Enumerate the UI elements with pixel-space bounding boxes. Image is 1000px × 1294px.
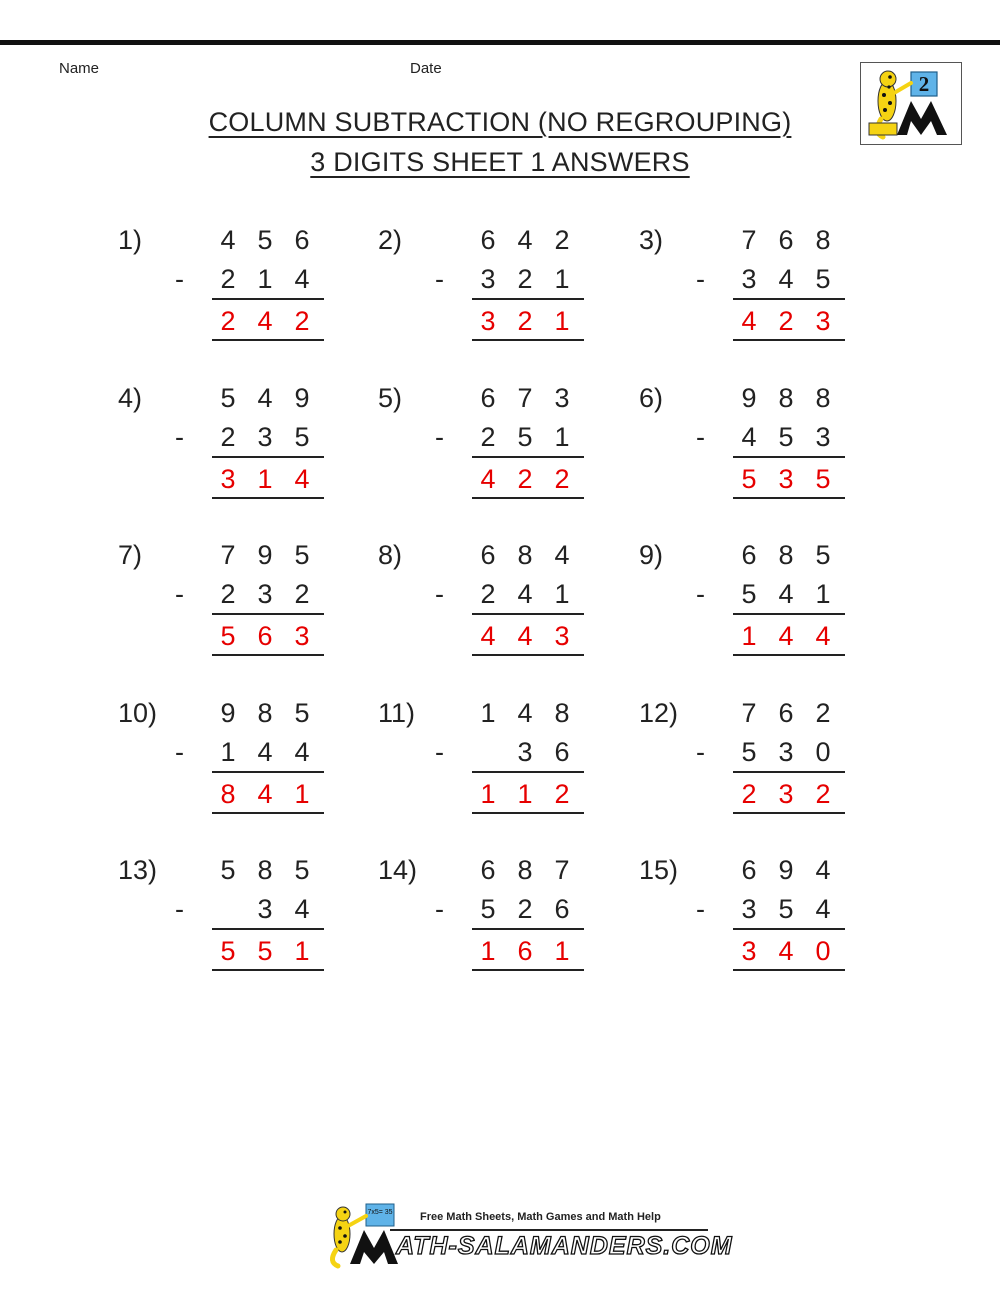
answer-row [639,779,845,811]
answer-digit: 3 [480,306,496,336]
footer-logo [322,1198,733,1270]
minuend-digit: 5 [294,855,310,885]
problem-number: 14) [378,855,418,885]
answer-row [378,306,584,338]
top-row [378,855,584,887]
subtrahend-digit: 4 [517,579,533,609]
problem-number: 6) [639,383,664,413]
answer-digit: 2 [741,779,757,809]
salamander-logo-icon [861,63,960,143]
footer-divider [390,1229,708,1231]
problem-3 [639,225,889,365]
problem-9 [639,540,889,680]
subtrahend-digit: 1 [554,422,570,452]
answer-row [118,779,324,811]
top-rule [0,40,1000,45]
subtrahend-digit: 4 [815,894,831,924]
minuend-digit: 8 [815,383,831,413]
problem-14 [378,855,628,995]
bottom-rule [472,812,584,814]
problem-4 [118,383,368,523]
answer-rule [733,298,845,300]
minuend-digit: 8 [778,383,794,413]
subtrahend-digit: 4 [294,737,310,767]
top-row [639,383,845,415]
answer-digit: 1 [480,936,496,966]
worksheet-title [0,107,1000,138]
answer-digit: 1 [741,621,757,651]
answer-digit: 3 [778,779,794,809]
minuend-digit: 4 [815,855,831,885]
problem-number: 1) [118,225,143,255]
answer-digit: 0 [815,936,831,966]
top-row [378,225,584,257]
answer-rule [472,456,584,458]
bottom-row [639,422,845,454]
answer-digit: 4 [480,621,496,651]
answer-rule [733,928,845,930]
minuend-digit: 4 [517,698,533,728]
problem-6 [639,383,889,523]
subtrahend-digit: 4 [778,579,794,609]
bottom-row [639,264,845,296]
minus-sign: - [435,894,444,924]
minuend-digit: 5 [257,225,273,255]
footer-tagline: Free Math Sheets, Math Games and Math Help [420,1211,661,1223]
answer-rule [733,456,845,458]
minuend-digit: 8 [517,855,533,885]
answer-row [378,621,584,653]
problem-1 [118,225,368,365]
subtrahend-digit: 2 [220,579,236,609]
problem-number: 9) [639,540,664,570]
minuend-digit: 6 [480,225,496,255]
minus-sign: - [175,894,184,924]
minus-sign: - [435,579,444,609]
answer-row [118,621,324,653]
bottom-rule [472,339,584,341]
answer-digit: 4 [294,464,310,494]
problem-number: 4) [118,383,143,413]
answer-rule [212,613,324,615]
answer-digit: 2 [778,306,794,336]
answer-digit: 1 [554,936,570,966]
minus-sign: - [696,264,705,294]
bottom-row [118,894,324,926]
answer-digit: 2 [294,306,310,336]
answer-digit: 6 [517,936,533,966]
subtrahend-digit: 2 [480,422,496,452]
subtrahend-digit: 1 [554,579,570,609]
minuend-digit: 4 [517,225,533,255]
bottom-row [639,894,845,926]
top-row [118,383,324,415]
top-row [118,540,324,572]
answer-digit: 8 [220,779,236,809]
minuend-digit: 8 [554,698,570,728]
grade-digit: 2 [918,72,930,96]
subtrahend-digit: 5 [741,579,757,609]
problem-number: 3) [639,225,664,255]
problem-11 [378,698,628,838]
minuend-digit: 5 [220,855,236,885]
subtrahend-digit: 6 [554,894,570,924]
minuend-digit: 7 [220,540,236,570]
subtrahend-digit: 3 [815,422,831,452]
subtrahend-digit: 4 [778,264,794,294]
bottom-row [378,264,584,296]
bottom-row [378,894,584,926]
subtrahend-digit: 5 [480,894,496,924]
bottom-rule [733,497,845,499]
subtrahend-digit: 3 [778,737,794,767]
top-row [639,540,845,572]
answer-digit: 4 [257,779,273,809]
bottom-row [118,422,324,454]
minuend-digit: 4 [554,540,570,570]
minus-sign: - [435,737,444,767]
minuend-digit: 6 [778,698,794,728]
minuend-digit: 5 [294,540,310,570]
footer-card-text: 7x5= 35 [367,1209,393,1216]
problem-7 [118,540,368,680]
minus-sign: - [696,579,705,609]
minus-sign: - [435,422,444,452]
subtrahend-digit: 5 [517,422,533,452]
bottom-rule [212,654,324,656]
answer-digit: 3 [554,621,570,651]
answer-row [639,936,845,968]
subtrahend-digit: 5 [294,422,310,452]
minuend-digit: 8 [517,540,533,570]
title-line-1: COLUMN SUBTRACTION (NO REGROUPING) [208,107,792,137]
problem-13 [118,855,368,995]
bottom-row [118,737,324,769]
name-label: Name [59,60,100,77]
minuend-digit: 4 [257,383,273,413]
subtrahend-digit: 3 [257,422,273,452]
bottom-row [378,422,584,454]
subtrahend-digit: 3 [480,264,496,294]
minuend-digit: 8 [778,540,794,570]
subtrahend-digit: 3 [741,894,757,924]
answer-digit: 4 [257,306,273,336]
minus-sign: - [696,422,705,452]
bottom-rule [733,339,845,341]
answer-digit: 2 [554,779,570,809]
subtrahend-digit: 4 [257,737,273,767]
answer-digit: 1 [480,779,496,809]
bottom-row [118,264,324,296]
minuend-digit: 6 [294,225,310,255]
answer-digit: 3 [741,936,757,966]
minuend-digit: 8 [257,698,273,728]
answer-digit: 4 [815,621,831,651]
minuend-digit: 7 [741,698,757,728]
subtrahend-digit: 1 [257,264,273,294]
answer-rule [212,298,324,300]
minuend-digit: 4 [220,225,236,255]
problem-number: 11) [378,698,416,728]
answer-digit: 5 [741,464,757,494]
minuend-digit: 6 [480,855,496,885]
answer-row [118,306,324,338]
minus-sign: - [435,264,444,294]
answer-digit: 1 [257,464,273,494]
answer-digit: 2 [517,306,533,336]
answer-row [378,464,584,496]
minuend-digit: 8 [815,225,831,255]
subtrahend-digit: 6 [554,737,570,767]
subtrahend-digit: 4 [741,422,757,452]
subtrahend-digit: 3 [517,737,533,767]
subtrahend-digit: 2 [220,422,236,452]
subtrahend-digit: 1 [220,737,236,767]
answer-digit: 5 [815,464,831,494]
subtrahend-digit: 4 [294,894,310,924]
bottom-rule [733,654,845,656]
answer-row [639,464,845,496]
subtrahend-digit: 2 [294,579,310,609]
answer-row [378,936,584,968]
top-row [378,698,584,730]
date-label: Date [410,60,442,77]
top-row [639,225,845,257]
grade-logo-badge [860,62,962,145]
minus-sign: - [175,579,184,609]
answer-digit: 2 [815,779,831,809]
top-row [639,698,845,730]
top-row [378,383,584,415]
minuend-digit: 8 [257,855,273,885]
answer-digit: 4 [480,464,496,494]
answer-digit: 4 [741,306,757,336]
problem-number: 12) [639,698,679,728]
minus-sign: - [696,894,705,924]
answer-digit: 1 [294,779,310,809]
m-letter-mark [897,101,947,135]
problem-number: 5) [378,383,403,413]
answer-digit: 3 [220,464,236,494]
answer-row [639,621,845,653]
bottom-row [639,579,845,611]
minuend-digit: 2 [815,698,831,728]
bottom-row [118,579,324,611]
bottom-rule [212,812,324,814]
bottom-rule [472,969,584,971]
minuend-digit: 9 [778,855,794,885]
bottom-rule [212,339,324,341]
answer-digit: 4 [778,621,794,651]
subtrahend-digit: 3 [741,264,757,294]
answer-digit: 1 [554,306,570,336]
minuend-digit: 2 [554,225,570,255]
subtrahend-digit: 4 [294,264,310,294]
minuend-digit: 7 [554,855,570,885]
worksheet-subtitle [0,147,1000,178]
answer-digit: 1 [294,936,310,966]
subtrahend-digit: 2 [517,894,533,924]
answer-rule [472,928,584,930]
answer-row [639,306,845,338]
top-row [378,540,584,572]
answer-row [378,779,584,811]
top-row [118,855,324,887]
answer-digit: 5 [220,936,236,966]
bottom-row [378,579,584,611]
answer-rule [733,613,845,615]
subtrahend-digit: 1 [554,264,570,294]
subtrahend-digit: 3 [257,579,273,609]
answer-digit: 2 [220,306,236,336]
problem-number: 2) [378,225,403,255]
minuend-digit: 5 [294,698,310,728]
minuend-digit: 3 [554,383,570,413]
problem-8 [378,540,628,680]
answer-rule [212,456,324,458]
problem-5 [378,383,628,523]
subtrahend-digit: 2 [480,579,496,609]
footer-salamander-icon [322,1198,402,1270]
answer-digit: 5 [220,621,236,651]
minus-sign: - [696,737,705,767]
problem-12 [639,698,889,838]
minuend-digit: 9 [220,698,236,728]
subtrahend-digit: 3 [257,894,273,924]
problem-15 [639,855,889,995]
subtrahend-digit: 1 [815,579,831,609]
answer-digit: 6 [257,621,273,651]
answer-rule [472,298,584,300]
bottom-rule [472,654,584,656]
answer-rule [212,771,324,773]
problem-number: 15) [639,855,679,885]
answer-digit: 3 [778,464,794,494]
answer-row [118,464,324,496]
bottom-rule [733,969,845,971]
minuend-digit: 6 [741,540,757,570]
answer-rule [733,771,845,773]
minuend-digit: 5 [220,383,236,413]
answer-rule [472,771,584,773]
title-line-2: 3 DIGITS SHEET 1 ANSWERS [310,147,690,177]
minus-sign: - [175,264,184,294]
problem-number: 8) [378,540,403,570]
minuend-digit: 6 [741,855,757,885]
bottom-rule [733,812,845,814]
answer-digit: 3 [815,306,831,336]
subtrahend-digit: 5 [815,264,831,294]
problem-10 [118,698,368,838]
bottom-rule [472,497,584,499]
bottom-row [378,737,584,769]
subtrahend-digit: 2 [517,264,533,294]
answer-digit: 5 [257,936,273,966]
answer-digit: 4 [517,621,533,651]
minus-sign: - [175,737,184,767]
answer-digit: 4 [778,936,794,966]
answer-rule [472,613,584,615]
answer-row [118,936,324,968]
subtrahend-digit: 5 [778,422,794,452]
problem-number: 13) [118,855,158,885]
minuend-digit: 9 [294,383,310,413]
problem-number: 10) [118,698,158,728]
bottom-row [639,737,845,769]
minus-sign: - [175,422,184,452]
answer-digit: 3 [294,621,310,651]
minuend-digit: 6 [480,540,496,570]
footer-site-name: ATH-SALAMANDERS.COM [396,1232,733,1260]
minuend-digit: 9 [741,383,757,413]
minuend-digit: 6 [778,225,794,255]
problem-2 [378,225,628,365]
minuend-digit: 7 [741,225,757,255]
minuend-digit: 9 [257,540,273,570]
subtrahend-digit: 0 [815,737,831,767]
answer-digit: 2 [517,464,533,494]
bottom-rule [212,969,324,971]
minuend-digit: 7 [517,383,533,413]
top-row [118,698,324,730]
top-row [639,855,845,887]
minuend-digit: 6 [480,383,496,413]
answer-rule [212,928,324,930]
top-row [118,225,324,257]
subtrahend-digit: 5 [741,737,757,767]
bottom-rule [212,497,324,499]
subtrahend-digit: 5 [778,894,794,924]
subtrahend-digit: 2 [220,264,236,294]
minuend-digit: 1 [480,698,496,728]
answer-digit: 2 [554,464,570,494]
minuend-digit: 5 [815,540,831,570]
problem-number: 7) [118,540,143,570]
answer-digit: 1 [517,779,533,809]
